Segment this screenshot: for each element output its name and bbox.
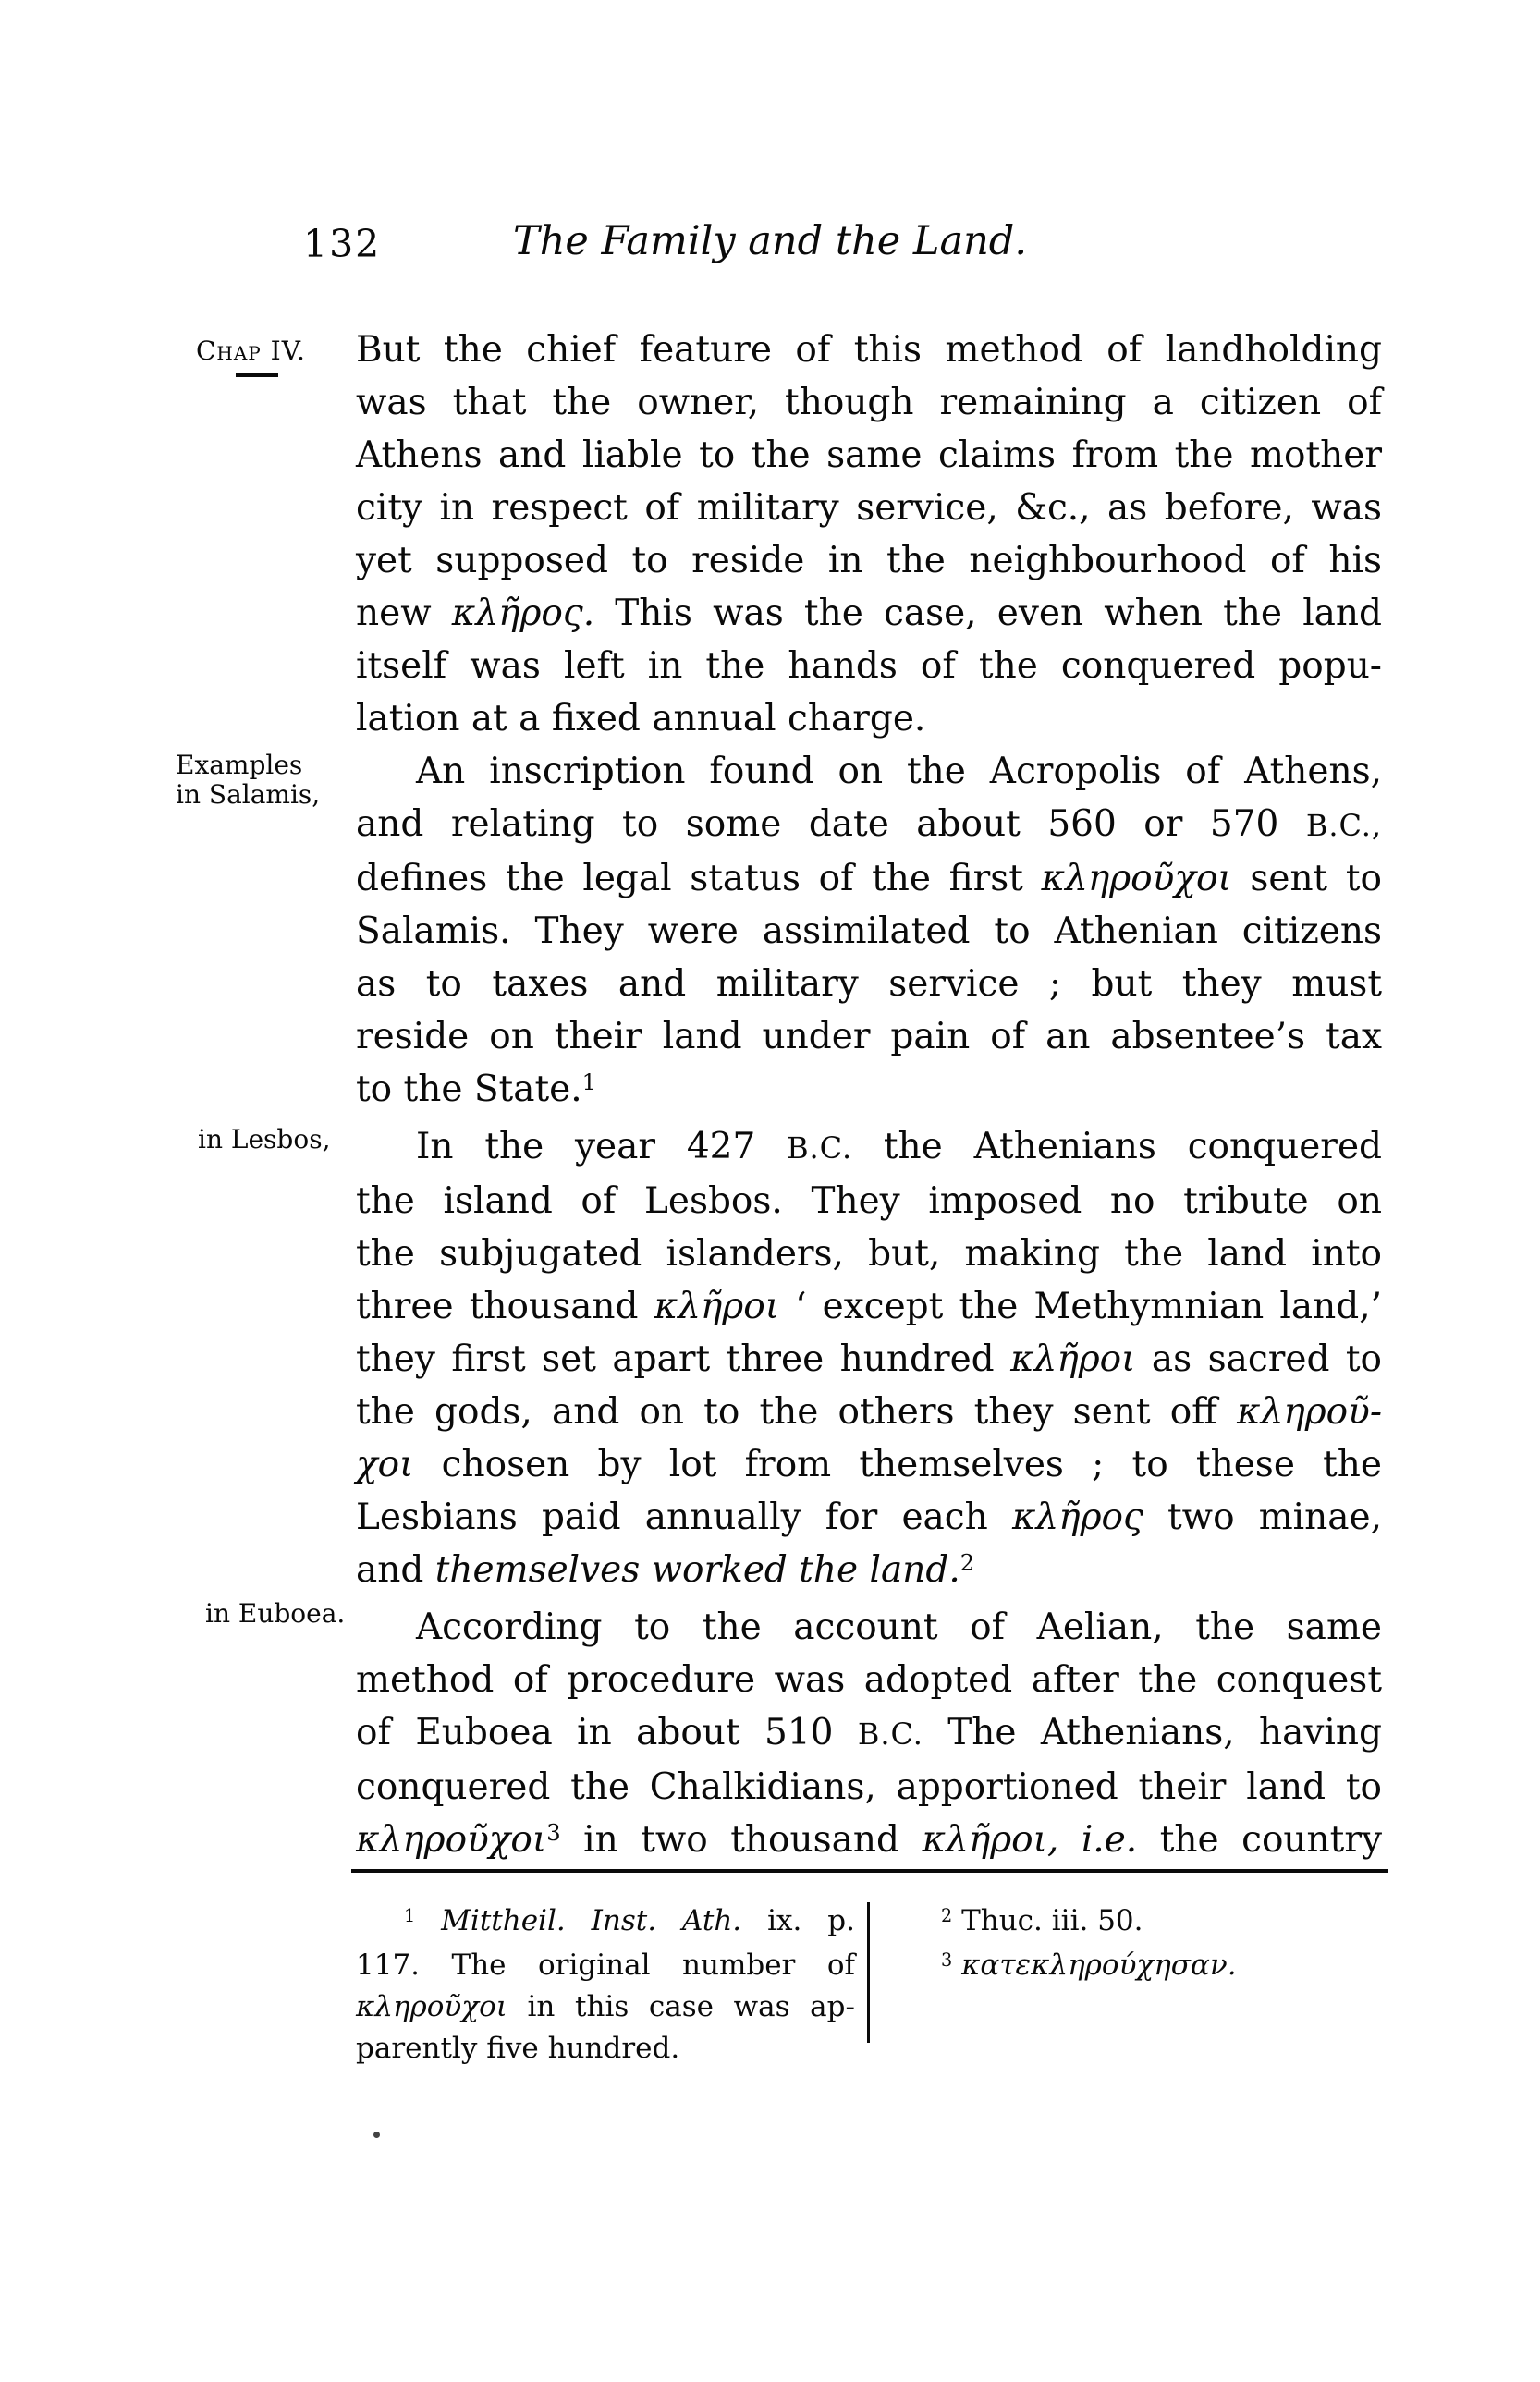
footnote-column-right (941, 1900, 1385, 1989)
margin-note-euboea: in Euboea. (205, 1598, 346, 1629)
chapter-underline-dash (236, 373, 278, 377)
text-line: parently five hundred. (356, 2032, 680, 2065)
footnote-marker: 3 (941, 1948, 953, 1971)
margin-note-line: Examples (176, 750, 303, 780)
page-number: 132 (303, 222, 382, 266)
body-text (356, 324, 1382, 1871)
text-line: κληροῦχοι in this case was ap- (356, 1990, 855, 2023)
greek-term: κληροῦχοι (1041, 858, 1232, 899)
paragraph (356, 1120, 1382, 1601)
text-line: the gods, and on to the others they sent off κληροῦ- (356, 1391, 1382, 1433)
text-line: the subjugated islanders, but, making the land into (356, 1233, 1382, 1275)
greek-term: κλῆροι (654, 1286, 779, 1327)
greek-term: κληροῦχοι (356, 1990, 507, 2023)
text-line: An inscription found on the Acropolis of Athens, (416, 751, 1382, 792)
text-line: itself was left in the hands of the conquered popu- (356, 645, 1382, 687)
text-line: yet supposed to reside in the neighbourhood of his (356, 540, 1382, 581)
text-line: of Euboea in about 510 B.C. The Athenians, having (356, 1712, 1382, 1753)
text-line: But the chief feature of this method of landholding (356, 329, 1382, 371)
greek-term: κληροῦχοι (356, 1819, 547, 1861)
text-line: and themselves worked the land.$^2$ (356, 1549, 975, 1591)
greek-term: κλῆρος. (451, 592, 595, 634)
footnote-marker: 2 (959, 1550, 975, 1577)
greek-term: κατεκληρούχησαν. (961, 1948, 1237, 1982)
text-line: κληροῦχοι$^3$ in two thousand κλῆροι, i.e. the country (356, 1819, 1383, 1861)
running-title: The Family and the Land. (513, 218, 1027, 264)
text-line: defines the legal status of the first κληροῦχοι sent to (356, 858, 1382, 899)
greek-term: κλῆροι, (922, 1819, 1059, 1861)
paragraph (356, 324, 1382, 745)
text-line: and relating to some date about 560 or 570 B.C., (356, 803, 1382, 845)
text-line: Lesbians paid annually for each κλῆρος two minae, (356, 1496, 1383, 1538)
greek-term: χοι (356, 1444, 414, 1485)
footnote-marker: 1 (581, 1069, 596, 1096)
text-line: new κλῆρος. This was the case, even when the land (356, 592, 1382, 634)
text-line: According to the account of Aelian, the same (416, 1606, 1382, 1648)
text-line: city in respect of military service, &c., as before, was (356, 487, 1382, 529)
text-line: 117. The original number of (356, 1948, 855, 1982)
text-line: $^1$ Mittheil. Inst. Ath. ix. p. (404, 1904, 855, 1937)
text-line: χοι chosen by lot from themselves ; to these the (356, 1444, 1382, 1485)
text-line: they first set apart three hundred κλῆροι as sacred to (356, 1338, 1383, 1380)
text-line: as to taxes and military service ; but they must (356, 963, 1382, 1005)
text-line: $^2$ Thuc. iii. 50. (941, 1904, 1143, 1937)
text-line: to the State.$^1$ (356, 1069, 596, 1110)
footnote-marker: 3 (546, 1820, 561, 1847)
text-line: Athens and liable to the same claims from the mother (356, 434, 1382, 476)
margin-note-examples-salamis (176, 751, 320, 810)
text-line: Salamis. They were assimilated to Athenian citizens (356, 910, 1382, 952)
text-line: lation at a fixed annual charge. (356, 698, 926, 739)
footnote-column-left (356, 1900, 855, 2070)
text-line: the island of Lesbos. They imposed no tribute on (356, 1180, 1382, 1222)
text-line: conquered the Chalkidians, apportioned their land to (356, 1766, 1382, 1808)
footnote-separator-rule (351, 1869, 1388, 1873)
paragraph (356, 1601, 1382, 1871)
paragraph (356, 745, 1382, 1120)
scan-artifact-dot (373, 2132, 380, 2138)
footnote-column-divider (867, 1902, 870, 2043)
text-line: three thousand κλῆροι ‘ except the Methymnian land,’ (356, 1286, 1382, 1327)
text-line: method of procedure was adopted after the conquest (356, 1659, 1382, 1701)
greek-term: κλῆρος (1011, 1496, 1143, 1538)
text-line (941, 1945, 1385, 1989)
footnote-marker: 1 (404, 1904, 416, 1926)
footnote-marker: 2 (941, 1904, 953, 1926)
text-line: was that the owner, though remaining a citizen of (356, 382, 1382, 423)
margin-note-lesbos: in Lesbos, (198, 1124, 331, 1154)
greek-term: κληροῦ- (1237, 1391, 1382, 1433)
margin-note-chapter: Chap IV. (196, 336, 306, 366)
text-line: In the year 427 B.C. the Athenians conquered (416, 1126, 1382, 1167)
margin-note-line: in Salamis, (176, 779, 321, 810)
greek-term: κλῆροι (1010, 1338, 1136, 1380)
text-line: reside on their land under pain of an absentee’s tax (356, 1016, 1382, 1057)
